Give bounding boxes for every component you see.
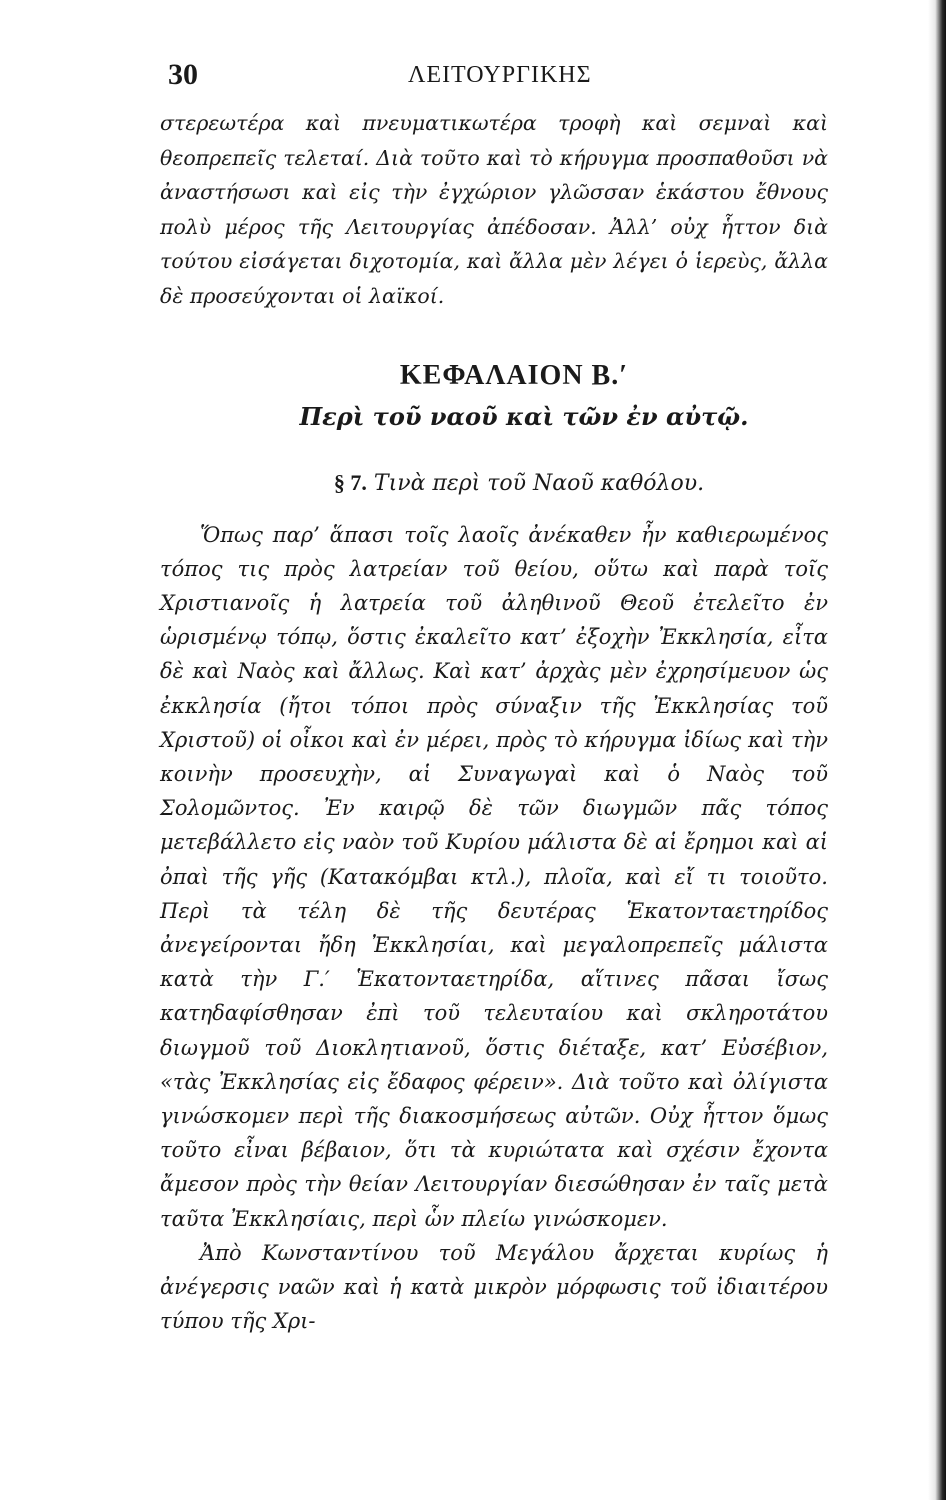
running-title: ΛΕΙΤΟΥΡΓΙΚΗΣ [408, 62, 592, 88]
section-title: Τινὰ περὶ τοῦ Ναοῦ καθόλου. [373, 471, 705, 496]
page-body [160, 106, 828, 1338]
main-paragraph: Ὅπως παρ’ ἅπασι τοῖς λαοῖς ἀνέκαθεν ἦν καθιερωμένος τόπος τις πρὸς λατρείαν τοῦ θείου, οὕτω καὶ παρὰ τοῖς Χριστιανοῖς ἡ λατρεία τοῦ ἀληθινοῦ Θεοῦ ἐτελεῖτο ἐν ὡρισμένῳ τόπῳ, ὅστις ἐκαλεῖτο κατ’ ἐξοχὴν Ἐκκλησία, εἶτα δὲ καὶ Ναὸς καὶ ἄλλως. Καὶ κατ’ ἀρχὰς μὲν ἐχρησίμευον ὡς ἐκκλησία (ἤτοι τόποι πρὸς σύναξιν τῆς Ἐκκλησίας τοῦ Χριστοῦ) οἱ οἶκοι καὶ ἐν μέρει, πρὸς τὸ κήρυγμα ἰδίως καὶ τὴν κοινὴν προσευχὴν, αἱ Συναγωγαὶ καὶ ὁ Ναὸς τοῦ Σολομῶντος. Ἐν καιρῷ δὲ τῶν διωγμῶν πᾶς τόπος μετεβάλλετο εἰς ναὸν τοῦ Κυρίου μάλιστα δὲ αἱ ἔρημοι καὶ αἱ ὀπαὶ τῆς γῆς (Κατακόμβαι κτλ.), πλοῖα, καὶ εἴ τι τοιοῦτο. Περὶ τὰ τέλη δὲ τῆς δευτέρας Ἑκατονταετηρίδος ἀνεγείρονται ἤδη Ἐκκλησίαι, καὶ μεγαλοπρεπεῖς μάλιστα κατὰ τὴν Γ.′ Ἑκατονταετηρίδα, αἵτινες πᾶσαι ἴσως κατηδαφίσθησαν ἐπὶ τοῦ τελευταίου καὶ σκληροτάτου διωγμοῦ τοῦ Διοκλητιανοῦ, ὅστις διέταξε, κατ’ Εὐσέβιον, «τὰς Ἐκκλησίας εἰς ἔδαφος φέρειν». Διὰ τοῦτο καὶ ὀλίγιστα γινώσκομεν περὶ τῆς διακοσμήσεως αὐτῶν. Οὐχ ἧττον ὅμως τοῦτο εἶναι βέβαιον, ὅτι τὰ κυριώτατα καὶ σχέσιν ἔχοντα ἄμεσον πρὸς τὴν θείαν Λειτουργίαν διεσώθησαν ἐν ταῖς μετὰ ταῦτα Ἐκκλησίαις, περὶ ὧν πλείω γινώσκομεν. [160, 522, 828, 1231]
page-edge-shadow [928, 0, 946, 1500]
intro-paragraph: στερεωτέρα καὶ πνευματικωτέρα τροφὴ καὶ σεμναὶ καὶ θεοπρεπεῖς τελεταί. Διὰ τοῦτο καὶ τὸ κήρυγμα προσπαθοῦσι νὰ ἀναστήσωσι καὶ εἰς τὴν ἐγχώριον γλῶσσαν ἑκάστου ἔθνους πολὺ μέρος τῆς Λειτουργίας ἀπέδοσαν. Ἀλλ’ οὐχ ἧττον διὰ τούτου εἰσάγεται διχοτομία, καὶ ἄλλα μὲν λέγει ὁ ἱερεὺς, ἄλλα δὲ προσεύχονται οἱ λαϊκοί. [160, 111, 828, 308]
chapter-subtitle: Περὶ τοῦ ναοῦ καὶ τῶν ἐν αὐτῷ. [299, 401, 749, 431]
chapter-heading: ΚΕΦΑΛΑΙΟΝ Β.′ [399, 360, 629, 391]
page-header [168, 58, 818, 98]
page-number: 30 [168, 58, 198, 91]
section-sign: § 7. [333, 470, 367, 495]
final-paragraph: Ἀπὸ Κωνσταντίνου τοῦ Μεγάλου ἄρχεται κυρίως ἡ ἀνέγερσις ναῶν καὶ ἡ κατὰ μικρὸν μόρφωσις τοῦ ἰδιαιτέρου τύπου τῆς Χρι- [160, 1240, 828, 1334]
section-heading [160, 466, 828, 502]
